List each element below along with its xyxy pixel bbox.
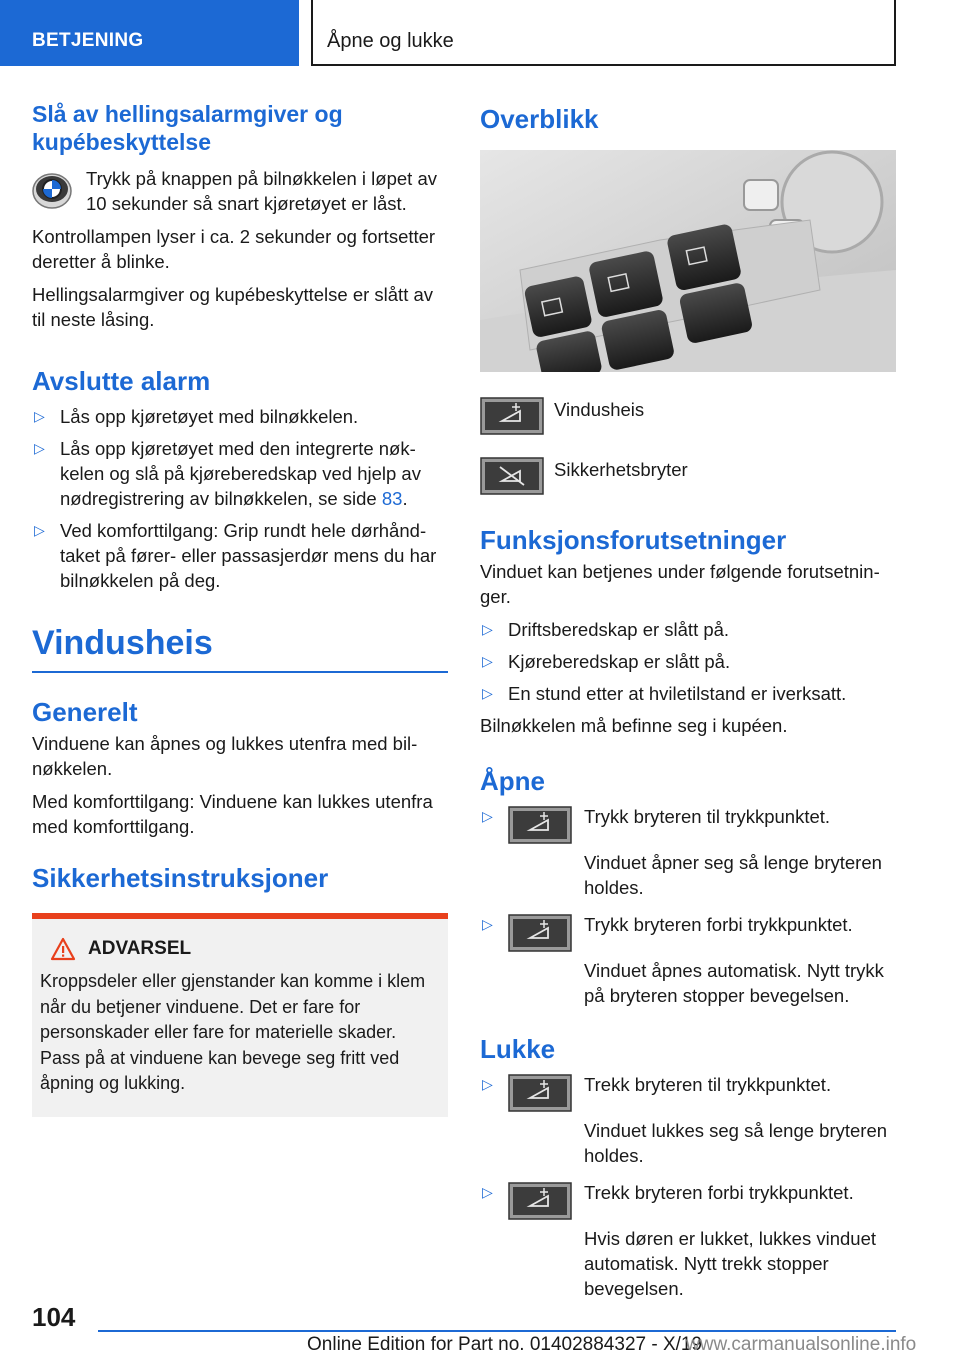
footer-divider <box>98 1330 896 1332</box>
paragraph: Vinduet kan betjenes under følgende forutsetninger. <box>480 561 880 607</box>
list-item: ▷ Driftsberedskap er slått på. <box>482 619 730 640</box>
triangle-bullet-icon: ▷ <box>34 408 45 424</box>
warning-box <box>32 913 448 1117</box>
warning-triangle-icon <box>50 937 76 961</box>
triangle-bullet-icon: ▷ <box>482 916 493 932</box>
triangle-bullet-icon: ▷ <box>482 1076 493 1092</box>
page-number: 104 <box>32 1302 76 1332</box>
section-title-tilt-alarm: Slå av hellingsalarmgiver og kupébeskyttelse <box>32 101 343 155</box>
triangle-bullet-icon: ▷ <box>482 685 493 701</box>
divider <box>32 671 448 673</box>
warning-title: ADVARSEL <box>88 938 192 959</box>
legend-item <box>480 397 896 435</box>
paragraph: Med komforttilgang: Vinduene kan lukkes utenfra med komforttilgang. <box>32 791 433 837</box>
window-switch-panel-image <box>480 150 896 372</box>
end-alarm-list <box>32 404 448 593</box>
list-item: ▷ Lås opp kjøretøyet med bilnøkkelen. <box>34 406 359 427</box>
paragraph: Vinduene kan åpnes og lukkes utenfra med bilnøkkelen. <box>32 733 418 779</box>
paragraph: Trykk på knappen på bilnøkkelen i løpet av 10 sekunder så snart kjøretøyet er låst. <box>86 168 437 214</box>
list-item: ▷ En stund etter at hviletilstand er iverksatt. <box>482 683 847 704</box>
window-switch-icon <box>480 397 544 435</box>
paragraph: Bilnøkkelen må befinne seg i kupéen. <box>480 715 788 736</box>
section-title-close: Lukke <box>480 1034 556 1064</box>
list-item: ▷ Trykk bryteren forbi trykkpunktet. Vinduet åpnes automatisk. Nytt trykk på bryteren stopper bevegelsen. <box>482 914 884 1006</box>
legend-item <box>480 457 896 495</box>
triangle-bullet-icon: ▷ <box>482 653 493 669</box>
paragraph: Hellingsalarmgiver og kupébeskyttelse er slått av til neste låsing. <box>32 284 434 330</box>
triangle-bullet-icon: ▷ <box>34 440 45 456</box>
list-item: ▷ Kjøreberedskap er slått på. <box>482 651 731 672</box>
legend-label: Sikkerhetsbryter <box>554 459 688 480</box>
footer-edition: Online Edition for Part no. 01402884327 - X/19 <box>307 1334 703 1355</box>
triangle-bullet-icon: ▷ <box>34 522 45 538</box>
list-item: ▷ Trekk bryteren forbi trykkpunktet. Hvis døren er lukket, lukkes vinduet automatisk. Nytt trekk stopper bevegelsen. <box>482 1182 877 1299</box>
close-steps-list <box>480 1072 896 1301</box>
header-section-label: BETJENING <box>32 30 144 51</box>
requirements-list <box>480 617 896 706</box>
section-title-end-alarm: Avslutte alarm <box>32 366 211 396</box>
window-switch-icon <box>508 1074 572 1112</box>
safety-switch-icon <box>480 457 544 495</box>
section-title-requirements: Funksjonsforutsetninger <box>480 525 787 555</box>
paragraph: Kontrollampen lyser i ca. 2 sekunder og fortsetter deretter å blinke. <box>32 226 436 272</box>
section-title-open: Åpne <box>480 766 545 796</box>
header-chapter-box <box>311 0 896 66</box>
left-column <box>32 100 448 1117</box>
triangle-bullet-icon: ▷ <box>482 1184 493 1200</box>
legend-label: Vindusheis <box>554 399 645 420</box>
window-switch-icon <box>508 914 572 952</box>
footer-watermark: www.carmanualsonline.info <box>686 1334 917 1355</box>
bmw-key-fob-icon <box>32 170 72 210</box>
triangle-bullet-icon: ▷ <box>482 808 493 824</box>
right-column <box>480 100 896 1308</box>
section-title-safety: Sikkerhetsinstruksjoner <box>32 863 329 893</box>
page-link[interactable]: 83 <box>381 488 403 509</box>
warning-text: Kroppsdeler eller gjenstander kan komme i klem når du betjener vinduene. Det er fare for personskader eller fare for materielle skader. Pass på at vinduene kan bevege seg fritt ved åpning og lukking. <box>40 971 426 1093</box>
list-item: ▷ Ved komforttilgang: Grip rundt hele dørhåndtaket på fører- eller passasjerdør mens du har bilnøkkelen på deg. <box>34 520 437 591</box>
section-title-general: Generelt <box>32 697 138 727</box>
header-chapter-label: Åpne og lukke <box>327 30 454 52</box>
list-item: ▷ Trekk bryteren til trykkpunktet. Vinduet lukkes seg så lenge bryteren holdes. <box>482 1074 888 1166</box>
list-item: ▷ Trykk bryteren til trykkpunktet. Vinduet åpner seg så lenge bryteren holdes. <box>482 806 882 898</box>
section-title-overview: Overblikk <box>480 104 599 134</box>
triangle-bullet-icon: ▷ <box>482 621 493 637</box>
window-switch-icon <box>508 1182 572 1220</box>
chapter-title: Vindusheis <box>32 624 213 662</box>
header-section-tab <box>0 0 299 66</box>
list-item: ▷ Lås opp kjøretøyet med den integrerte nøkkelen og slå på kjøreberedskap ved hjelp av nødregistrering av bilnøkkelen, se side 83. <box>34 438 421 509</box>
key-instruction <box>32 166 448 216</box>
open-steps-list <box>480 804 896 1008</box>
window-switch-icon <box>508 806 572 844</box>
